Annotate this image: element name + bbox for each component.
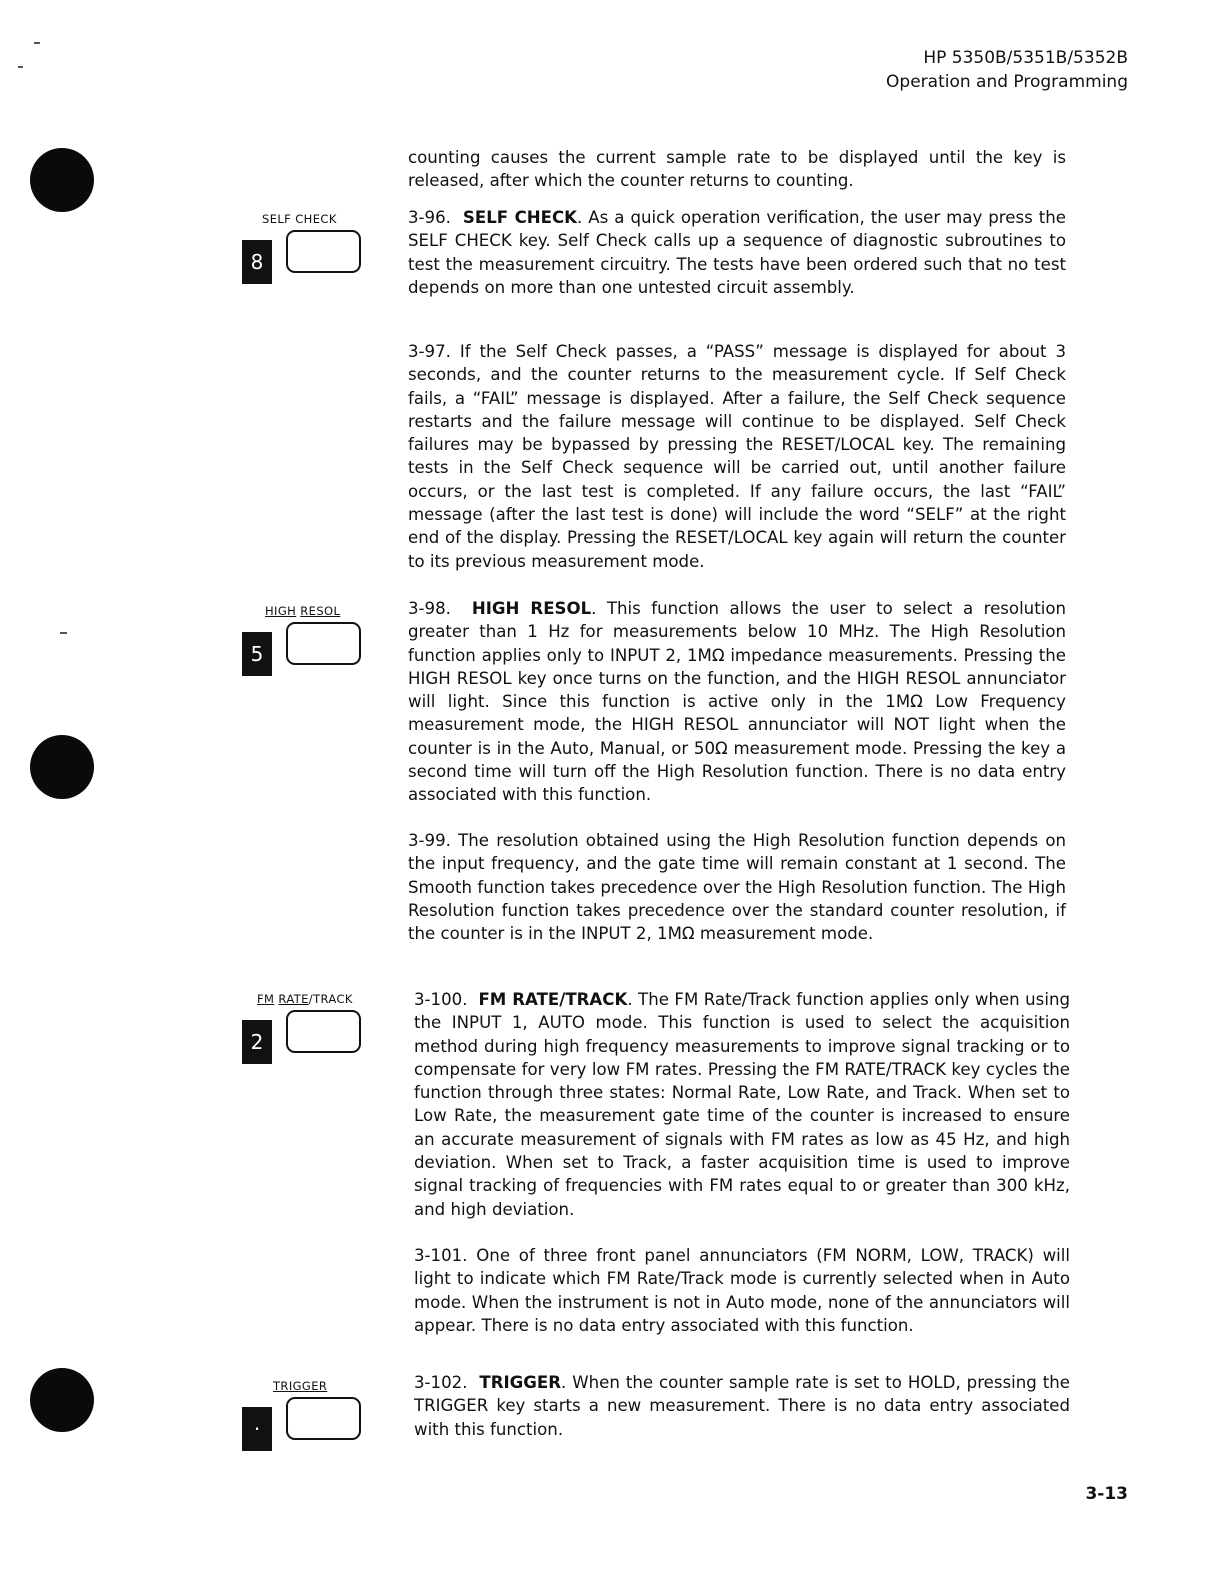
paragraph-3-98: [408, 597, 1066, 807]
paragraph-text: . When the counter sample rate is set to HOLD, pressing the TRIGGER key starts a new measurement. There is no data entry associated with this function.: [414, 1373, 1070, 1439]
paragraph-text: 3-101. One of three front panel annunciators (FM NORM, LOW, TRACK) will light to indicate which FM Rate/Track mode is currently selected when in Auto mode. When the instrument is not in Auto mode, none of the annunciators will appear. There is no data entry associated with this function.: [414, 1246, 1070, 1335]
paragraph-title: SELF CHECK: [462, 208, 578, 227]
paragraph-text: . This function allows the user to select a resolution greater than 1 Hz for measurements below 10 MHz. The High Resolution function applies only to INPUT 2, 1MΩ impedance measurements. Pressing the HIGH RESOL key once turns on the function, and the HIGH RESOL annunciator will light. Since this function is active only in the 1MΩ Low Frequency measurement mode, the HIGH RESOL annunciator will NOT light when the counter is in the Auto, Manual, or 50Ω measurement mode. Pressing the key a second time will turn off the High Resolution function. There is no data entry associated with this function.: [408, 599, 1066, 805]
fm-rate-track-button-icon: [286, 1010, 361, 1053]
key-2-icon: 2: [242, 1020, 272, 1064]
paragraph-3-100: [414, 988, 1070, 1221]
fm-rate-track-key-label: [257, 992, 353, 1006]
paragraph-text: 3-99. The resolution obtained using the High Resolution function depends on the input frequency, and the gate time will remain constant at 1 second. The Smooth function takes precedence over the High Resolution function. The High Resolution function takes precedence over the standard counter resolution, if the counter is in the INPUT 2, 1MΩ measurement mode.: [408, 831, 1066, 944]
paragraph-number: 3-98.: [408, 599, 451, 618]
key-rest-label: /TRACK: [308, 992, 353, 1006]
paragraph-continuation: [408, 146, 1066, 193]
header-model: HP 5350B/5351B/5352B: [923, 48, 1128, 68]
self-check-button-icon: [286, 230, 361, 273]
paragraph-number: 3-102.: [414, 1373, 468, 1392]
page-header: [886, 46, 1128, 94]
page-number: 3-13: [1085, 1484, 1128, 1504]
binder-hole-bottom: [30, 1368, 94, 1432]
paragraph-number: 3-100.: [414, 990, 468, 1009]
paragraph-3-99: [408, 829, 1066, 945]
binder-hole-top: [30, 148, 94, 212]
paragraph-title: FM RATE/TRACK: [478, 990, 628, 1009]
key-decimal-point-icon: ·: [242, 1407, 272, 1451]
high-resol-button-icon: [286, 622, 361, 665]
scan-speck: [34, 42, 40, 44]
scan-speck: [18, 66, 23, 68]
self-check-key-label: SELF CHECK: [262, 212, 337, 226]
paragraph-text: . As a quick operation verification, the user may press the SELF CHECK key. Self Check calls up a sequence of diagnostic subroutines to test the measurement circuitry. The tests have been ordered such that no test depends on more than one untested circuit assembly.: [408, 208, 1066, 297]
high-resol-key-label: [265, 604, 340, 618]
key-shift-label: FM: [257, 992, 275, 1006]
binder-hole-middle: [30, 735, 94, 799]
paragraph-title: HIGH RESOL: [471, 599, 592, 618]
paragraph-title: TRIGGER: [479, 1373, 562, 1392]
header-section: Operation and Programming: [886, 72, 1128, 92]
paragraph-3-101: [414, 1244, 1070, 1337]
paragraph-3-102: [414, 1371, 1070, 1441]
scan-speck: [60, 632, 67, 634]
paragraph-text: 3-97. If the Self Check passes, a “PASS” message is displayed for about 3 seconds, and the counter returns to the measurement cycle. If Self Check fails, a “FAIL” message is displayed. After a failure, the Self Check sequence restarts and the failure message will continue to be displayed. Self Check failures may be bypassed by pressing the RESET/LOCAL key. The remaining tests in the Self Check sequence will be carried out, until another failure occurs, or the last test is completed. If any failure occurs, the last “FAIL” message (after the last test is done) will include the word “SELF” at the right end of the display. Pressing the RESET/LOCAL key again will return the counter to its previous measurement mode.: [408, 342, 1066, 571]
key-main-label: RESOL: [300, 604, 341, 618]
paragraph-number: 3-96.: [408, 208, 451, 227]
paragraph-3-96: [408, 206, 1066, 299]
key-8-icon: 8: [242, 240, 272, 284]
paragraph-text: counting causes the current sample rate to be displayed until the key is released, after which the counter returns to counting.: [408, 148, 1066, 191]
key-shift-label: HIGH: [265, 604, 297, 618]
key-main-label: TRIGGER: [273, 1379, 328, 1393]
key-5-icon: 5: [242, 632, 272, 676]
paragraph-text: . The FM Rate/Track function applies only when using the INPUT 1, AUTO mode. This function is used to select the acquisition method during high frequency measurements to improve signal tracking or to compensate for very low FM rates. Pressing the FM RATE/TRACK key cycles the function through three states: Normal Rate, Low Rate, and Track. When set to Low Rate, the measurement gate time of the counter is increased to ensure an accurate measurement of signals with FM rates as low as 45 Hz, and high deviation. When set to Track, a faster acquisition time is used to improve signal tracking of frequencies with FM rates equal to or greater than 300 kHz, and high deviation.: [414, 990, 1070, 1219]
key-main-label: RATE: [278, 992, 309, 1006]
paragraph-3-97: [408, 340, 1066, 573]
trigger-key-label: [273, 1379, 327, 1393]
trigger-button-icon: [286, 1397, 361, 1440]
